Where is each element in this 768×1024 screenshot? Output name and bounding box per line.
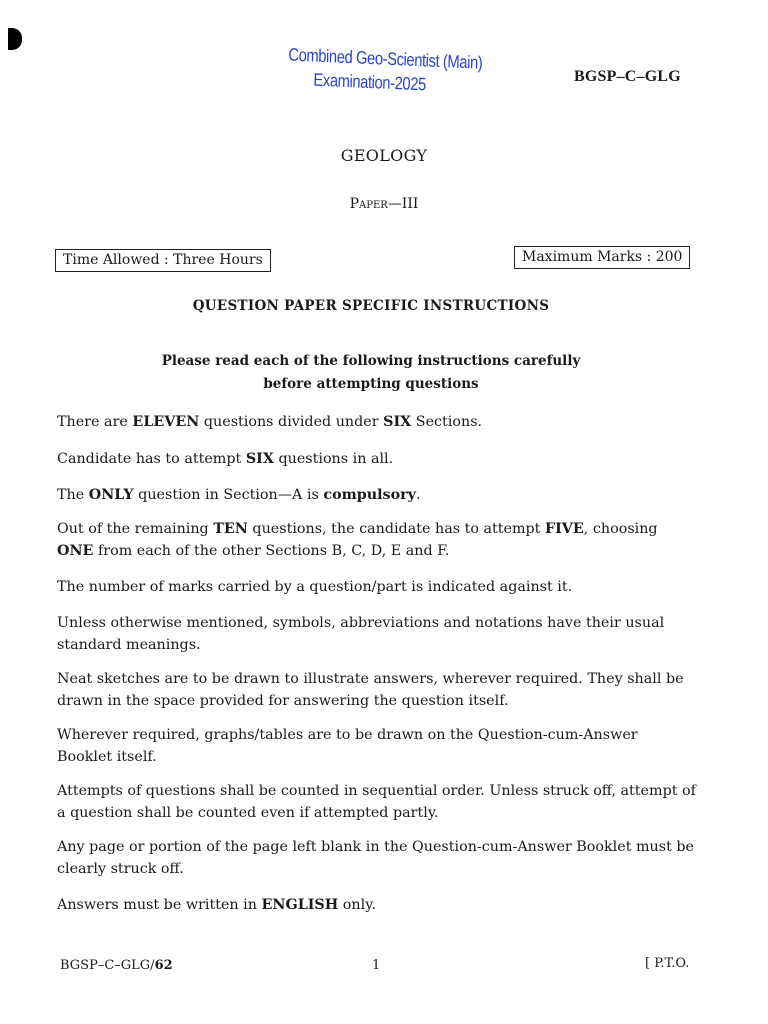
- footer-paper-code: BGSP–C–GLG/62: [60, 958, 173, 973]
- instructions-heading: QUESTION PAPER SPECIFIC INSTRUCTIONS: [192, 298, 550, 314]
- instruction-7: Neat sketches are to be drawn to illustrate answers, wherever required. They shall be drawn in the space provided for answering the question itself.: [57, 671, 684, 709]
- paper-number: Paper—III: [349, 196, 419, 212]
- subject-title: GEOLOGY: [340, 146, 428, 165]
- instruction-2: Candidate has to attempt SIX questions in all.: [57, 451, 394, 467]
- paper-code: BGSP–C–GLG: [574, 68, 681, 85]
- subheading-line-1: Please read each of the following instructions carefully: [161, 353, 581, 369]
- time-allowed-box: Time Allowed : Three Hours: [55, 249, 271, 272]
- instruction-10: Any page or portion of the page left blank in the Question-cum-Answer Booklet must be clearly struck off.: [57, 839, 694, 877]
- stamp-line-2: Examination-2025: [313, 69, 427, 95]
- instructions-subheading: [0, 350, 742, 396]
- punch-hole-mark: [8, 28, 22, 50]
- instruction-6: Unless otherwise mentioned, symbols, abbreviations and notations have their usual standard meanings.: [57, 615, 665, 653]
- instruction-3: The ONLY question in Section—A is compulsory.: [57, 487, 421, 503]
- subheading-line-2: before attempting questions: [263, 376, 479, 392]
- instruction-9: Attempts of questions shall be counted in sequential order. Unless struck off, attempt of a question shall be counted even if attempted partly.: [57, 783, 696, 821]
- instruction-5: The number of marks carried by a question/part is indicated against it.: [57, 579, 573, 595]
- instruction-1: There are ELEVEN questions divided under SIX Sections.: [57, 414, 483, 430]
- exam-stamp: [287, 43, 483, 98]
- instruction-4: Out of the remaining TEN questions, the candidate has to attempt FIVE, choosing ONE from each of the other Sections B, C, D, E and F.: [57, 521, 658, 559]
- stamp-line-1: Combined Geo-Scientist (Main): [288, 44, 483, 73]
- maximum-marks-box: Maximum Marks : 200: [514, 246, 690, 269]
- pto-note: [ P.T.O.: [645, 956, 690, 971]
- instruction-8: Wherever required, graphs/tables are to be drawn on the Question-cum-Answer Booklet itself.: [57, 727, 638, 765]
- instruction-11: Answers must be written in ENGLISH only.: [57, 897, 376, 913]
- page-number: 1: [372, 958, 381, 973]
